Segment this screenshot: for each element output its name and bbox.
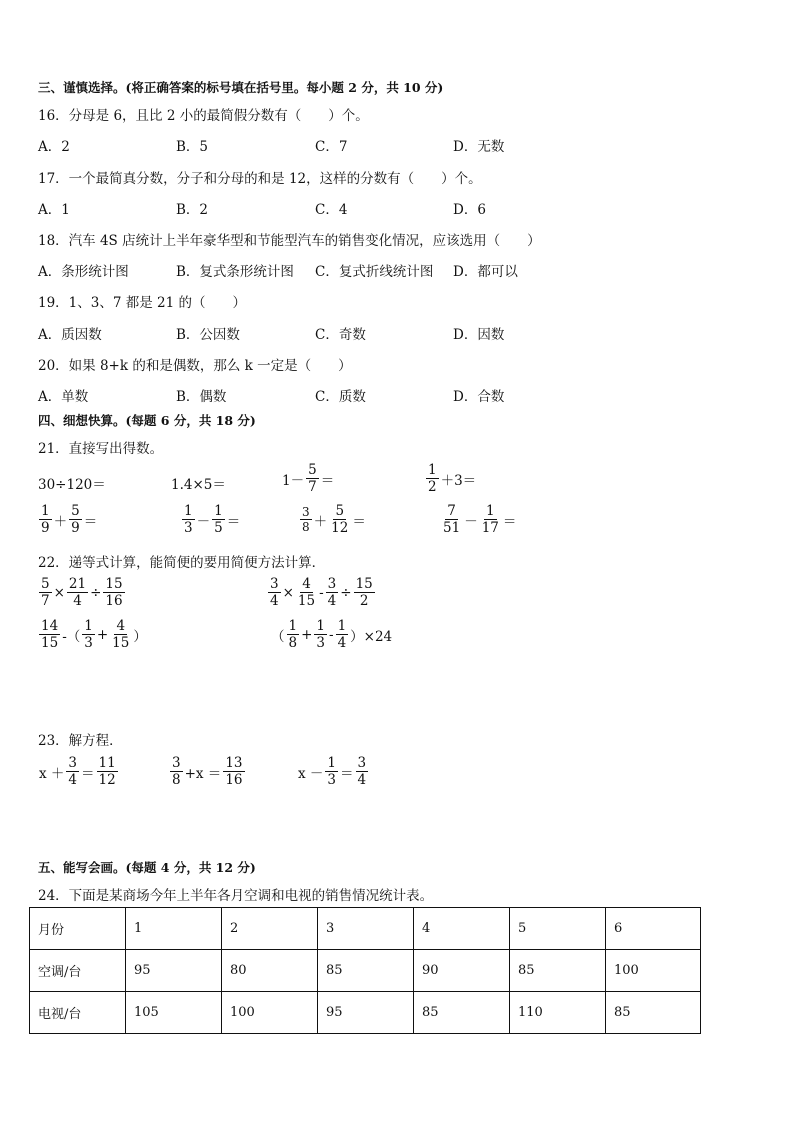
question-17: 17．一个最简真分数，分子和分母的和是 12，这样的分数有（ ）个。: [38, 171, 482, 187]
fraction: [325, 756, 338, 787]
numerator: 4: [302, 576, 311, 592]
denominator: 3: [327, 772, 336, 789]
q18-option-b: B．复式条形统计图: [176, 264, 294, 280]
question-24: 24．下面是某商场今年上半年各月空调和电视的销售情况统计表。: [38, 888, 434, 904]
table-cell: 95: [318, 992, 414, 1034]
operator: ×: [53, 584, 65, 601]
q21-expr-3: [281, 463, 335, 494]
fraction: [223, 756, 244, 787]
numerator: 1: [288, 618, 298, 634]
sales-statistics-table: [29, 907, 701, 1034]
q19-option-c: C．奇数: [315, 327, 366, 343]
denominator: 4: [327, 593, 337, 610]
q16-option-c: C．7: [315, 139, 348, 155]
q19-option-b: B．公因数: [176, 327, 240, 343]
denominator: 3: [84, 635, 93, 652]
numerator: 1: [428, 462, 437, 478]
numerator: 1: [184, 503, 193, 519]
numerator: 3: [68, 755, 77, 771]
q23-equation-3: [297, 756, 369, 787]
close-paren: ）×24: [350, 628, 393, 645]
fraction: [170, 756, 183, 787]
q22-expr-3: [38, 619, 148, 650]
numerator: 4: [116, 618, 126, 634]
denominator: 17: [481, 520, 499, 537]
numerator: 7: [447, 503, 456, 519]
table-row: [30, 950, 701, 992]
table-cell: 90: [414, 950, 510, 992]
question-16: 16．分母是 6，且比 2 小的最简假分数有（ ）个。: [38, 108, 369, 124]
denominator: 15: [297, 593, 316, 610]
table-cell: 100: [222, 992, 318, 1034]
q18-option-d: D．都可以: [453, 264, 518, 280]
q22-expr-4: [270, 619, 393, 650]
question-20: 20．如果 8+k 的和是偶数，那么 k 一定是（ ）: [38, 358, 352, 374]
table-cell: 80: [222, 950, 318, 992]
fraction: [356, 756, 369, 787]
q17-option-b: B．2: [176, 202, 209, 218]
fraction: [67, 577, 88, 608]
numerator: 3: [327, 576, 337, 592]
question-19: 19．1、3、7 都是 21 的（ ）: [38, 295, 246, 311]
numerator: 15: [105, 576, 123, 592]
fraction: [296, 577, 317, 608]
table-cell: 85: [510, 950, 606, 992]
fraction: [39, 504, 52, 535]
operator: ＋: [313, 513, 328, 530]
q21-expr-7: [299, 504, 367, 535]
denominator: 3: [184, 520, 193, 537]
numerator: 3: [172, 755, 181, 771]
fraction: [426, 463, 439, 494]
question-18: 18．汽车 4S 店统计上半年豪华型和节能型汽车的销售变化情况，应该选用（ ）: [38, 233, 541, 249]
operator: ×: [282, 584, 294, 601]
fraction: [97, 756, 118, 787]
denominator: 2: [359, 593, 369, 610]
numerator: 1: [337, 618, 347, 634]
fraction: [268, 577, 281, 608]
q20-option-a: A．单数: [38, 389, 89, 405]
numerator: 1: [327, 755, 336, 771]
q16-option-b: B．5: [176, 139, 209, 155]
q21-expr-4: [425, 463, 477, 494]
equals: ＝: [502, 513, 517, 530]
denominator: 5: [214, 520, 223, 537]
table-cell: 5: [510, 908, 606, 950]
fraction: [110, 619, 131, 650]
fraction: [441, 504, 462, 535]
numerator: 14: [41, 618, 59, 634]
fraction: [480, 504, 501, 535]
fraction: [329, 504, 350, 535]
numerator: 5: [308, 462, 317, 478]
operator: +: [96, 626, 109, 643]
equation-prefix: x ＋: [39, 765, 65, 782]
numerator: 15: [355, 576, 373, 592]
operator: +: [301, 626, 313, 643]
fraction: [66, 756, 79, 787]
question-23: 23．解方程．: [38, 733, 123, 749]
q17-option-a: A．1: [38, 202, 70, 218]
table-cell: 95: [126, 950, 222, 992]
operator: -（: [62, 628, 81, 645]
q18-option-a: A．条形统计图: [38, 264, 129, 280]
numerator: 1: [214, 503, 223, 519]
denominator: 15: [41, 635, 59, 652]
q19-option-d: D．因数: [453, 327, 505, 343]
fraction: [354, 577, 375, 608]
q21-expr-2: 1.4×5＝: [171, 477, 226, 493]
table-row: [30, 992, 701, 1034]
equals: ＝: [83, 513, 98, 530]
operator: -: [319, 584, 324, 601]
denominator: 12: [331, 520, 349, 537]
section-5-title: 五、能写会画。(每题 4 分，共 12 分): [38, 860, 256, 875]
q22-expr-2: [267, 577, 376, 608]
operator: －: [196, 513, 211, 530]
table-cell: 85: [318, 950, 414, 992]
table-cell: 85: [606, 992, 701, 1034]
denominator: 9: [41, 520, 50, 537]
fraction: [212, 504, 225, 535]
open-paren: （: [271, 628, 285, 645]
fraction: [182, 504, 195, 535]
q21-e3-pre: 1－: [282, 472, 305, 489]
q16-option-a: A．2: [38, 139, 70, 155]
q21-e3-post: ＝: [320, 472, 335, 489]
table-header-cell: 月份: [30, 908, 126, 950]
fraction: [314, 619, 327, 650]
fraction: [39, 577, 52, 608]
equals: ＝: [226, 513, 241, 530]
denominator: 16: [225, 772, 243, 789]
table-cell: 6: [606, 908, 701, 950]
fraction: [103, 577, 124, 608]
q22-expr-1: [38, 577, 126, 608]
equals: ＝: [81, 765, 95, 782]
denominator: 4: [357, 772, 367, 789]
equation-middle: +x ＝: [184, 765, 222, 782]
table-cell: 2: [222, 908, 318, 950]
numerator: 5: [335, 503, 345, 519]
q20-option-c: C．质数: [315, 389, 366, 405]
numerator: 3: [270, 576, 279, 592]
section-3-title: 三、谨慎选择。(将正确答案的标号填在括号里。每小题 2 分，共 10 分): [38, 80, 444, 95]
q19-option-a: A．质因数: [38, 327, 102, 343]
denominator: 8: [288, 635, 298, 652]
table-header-cell: 空调/台: [30, 950, 126, 992]
numerator: 5: [41, 576, 50, 592]
fraction: [82, 619, 95, 650]
q17-option-c: C．4: [315, 202, 348, 218]
denominator: 8: [302, 520, 310, 535]
operator: -: [329, 626, 334, 643]
q21-expr-1: 30÷120＝: [38, 477, 106, 493]
q20-option-b: B．偶数: [176, 389, 227, 405]
q23-equation-2: [169, 756, 246, 787]
denominator: 3: [316, 635, 325, 652]
table-cell: 3: [318, 908, 414, 950]
denominator: 4: [68, 772, 77, 789]
numerator: 21: [68, 576, 87, 592]
denominator: 51: [443, 520, 461, 537]
denominator: 4: [73, 593, 82, 610]
numerator: 3: [357, 755, 367, 771]
table-cell: 110: [510, 992, 606, 1034]
denominator: 4: [337, 635, 347, 652]
fraction: [39, 619, 60, 650]
q23-equation-1: [38, 756, 119, 787]
denominator: 7: [308, 479, 317, 496]
table-cell: 85: [414, 992, 510, 1034]
q20-option-d: D．合数: [453, 389, 505, 405]
fraction: [69, 504, 82, 535]
fraction: [336, 619, 349, 650]
operator: ÷: [340, 584, 352, 601]
numerator: 3: [302, 504, 310, 519]
denominator: 2: [428, 479, 437, 496]
q21-e4-post: ＋3＝: [440, 472, 477, 489]
q18-option-c: C．复式折线统计图: [315, 264, 434, 280]
operator: ÷: [90, 584, 102, 601]
fraction: [306, 463, 319, 494]
q21-expr-6: [181, 504, 241, 535]
numerator: 1: [316, 618, 325, 634]
fraction: [326, 577, 339, 608]
question-21: 21．直接写出得数。: [38, 441, 164, 457]
equals: ＝: [352, 513, 366, 530]
operator: －: [464, 513, 478, 530]
numerator: 13: [225, 755, 243, 771]
table-cell: 100: [606, 950, 701, 992]
numerator: 5: [71, 503, 80, 519]
numerator: 1: [485, 503, 495, 519]
section-4-title: 四、细想快算。(每题 6 分，共 18 分): [38, 413, 256, 428]
table-cell: 105: [126, 992, 222, 1034]
q16-option-d: D．无数: [453, 139, 505, 155]
denominator: 4: [270, 593, 279, 610]
denominator: 8: [172, 772, 181, 789]
denominator: 15: [112, 635, 130, 652]
table-cell: 1: [126, 908, 222, 950]
denominator: 7: [41, 593, 50, 610]
numerator: 1: [84, 618, 93, 634]
numerator: 11: [98, 755, 116, 771]
table-cell: 4: [414, 908, 510, 950]
denominator: 9: [71, 520, 80, 537]
equation-prefix: x －: [298, 765, 324, 782]
equals: ＝: [340, 765, 354, 782]
q17-option-d: D．6: [453, 202, 486, 218]
question-22: 22．递等式计算，能简便的要用简便方法计算．: [38, 555, 326, 571]
denominator: 16: [105, 593, 123, 610]
fraction: [287, 619, 300, 650]
table-row: [30, 908, 701, 950]
close-paren: ）: [133, 628, 147, 645]
numerator: 1: [41, 503, 50, 519]
table-header-cell: 电视/台: [30, 992, 126, 1034]
q21-expr-8: [440, 504, 517, 535]
denominator: 12: [98, 772, 116, 789]
q21-expr-5: [38, 504, 98, 535]
fraction: [300, 506, 312, 534]
operator: ＋: [53, 513, 68, 530]
